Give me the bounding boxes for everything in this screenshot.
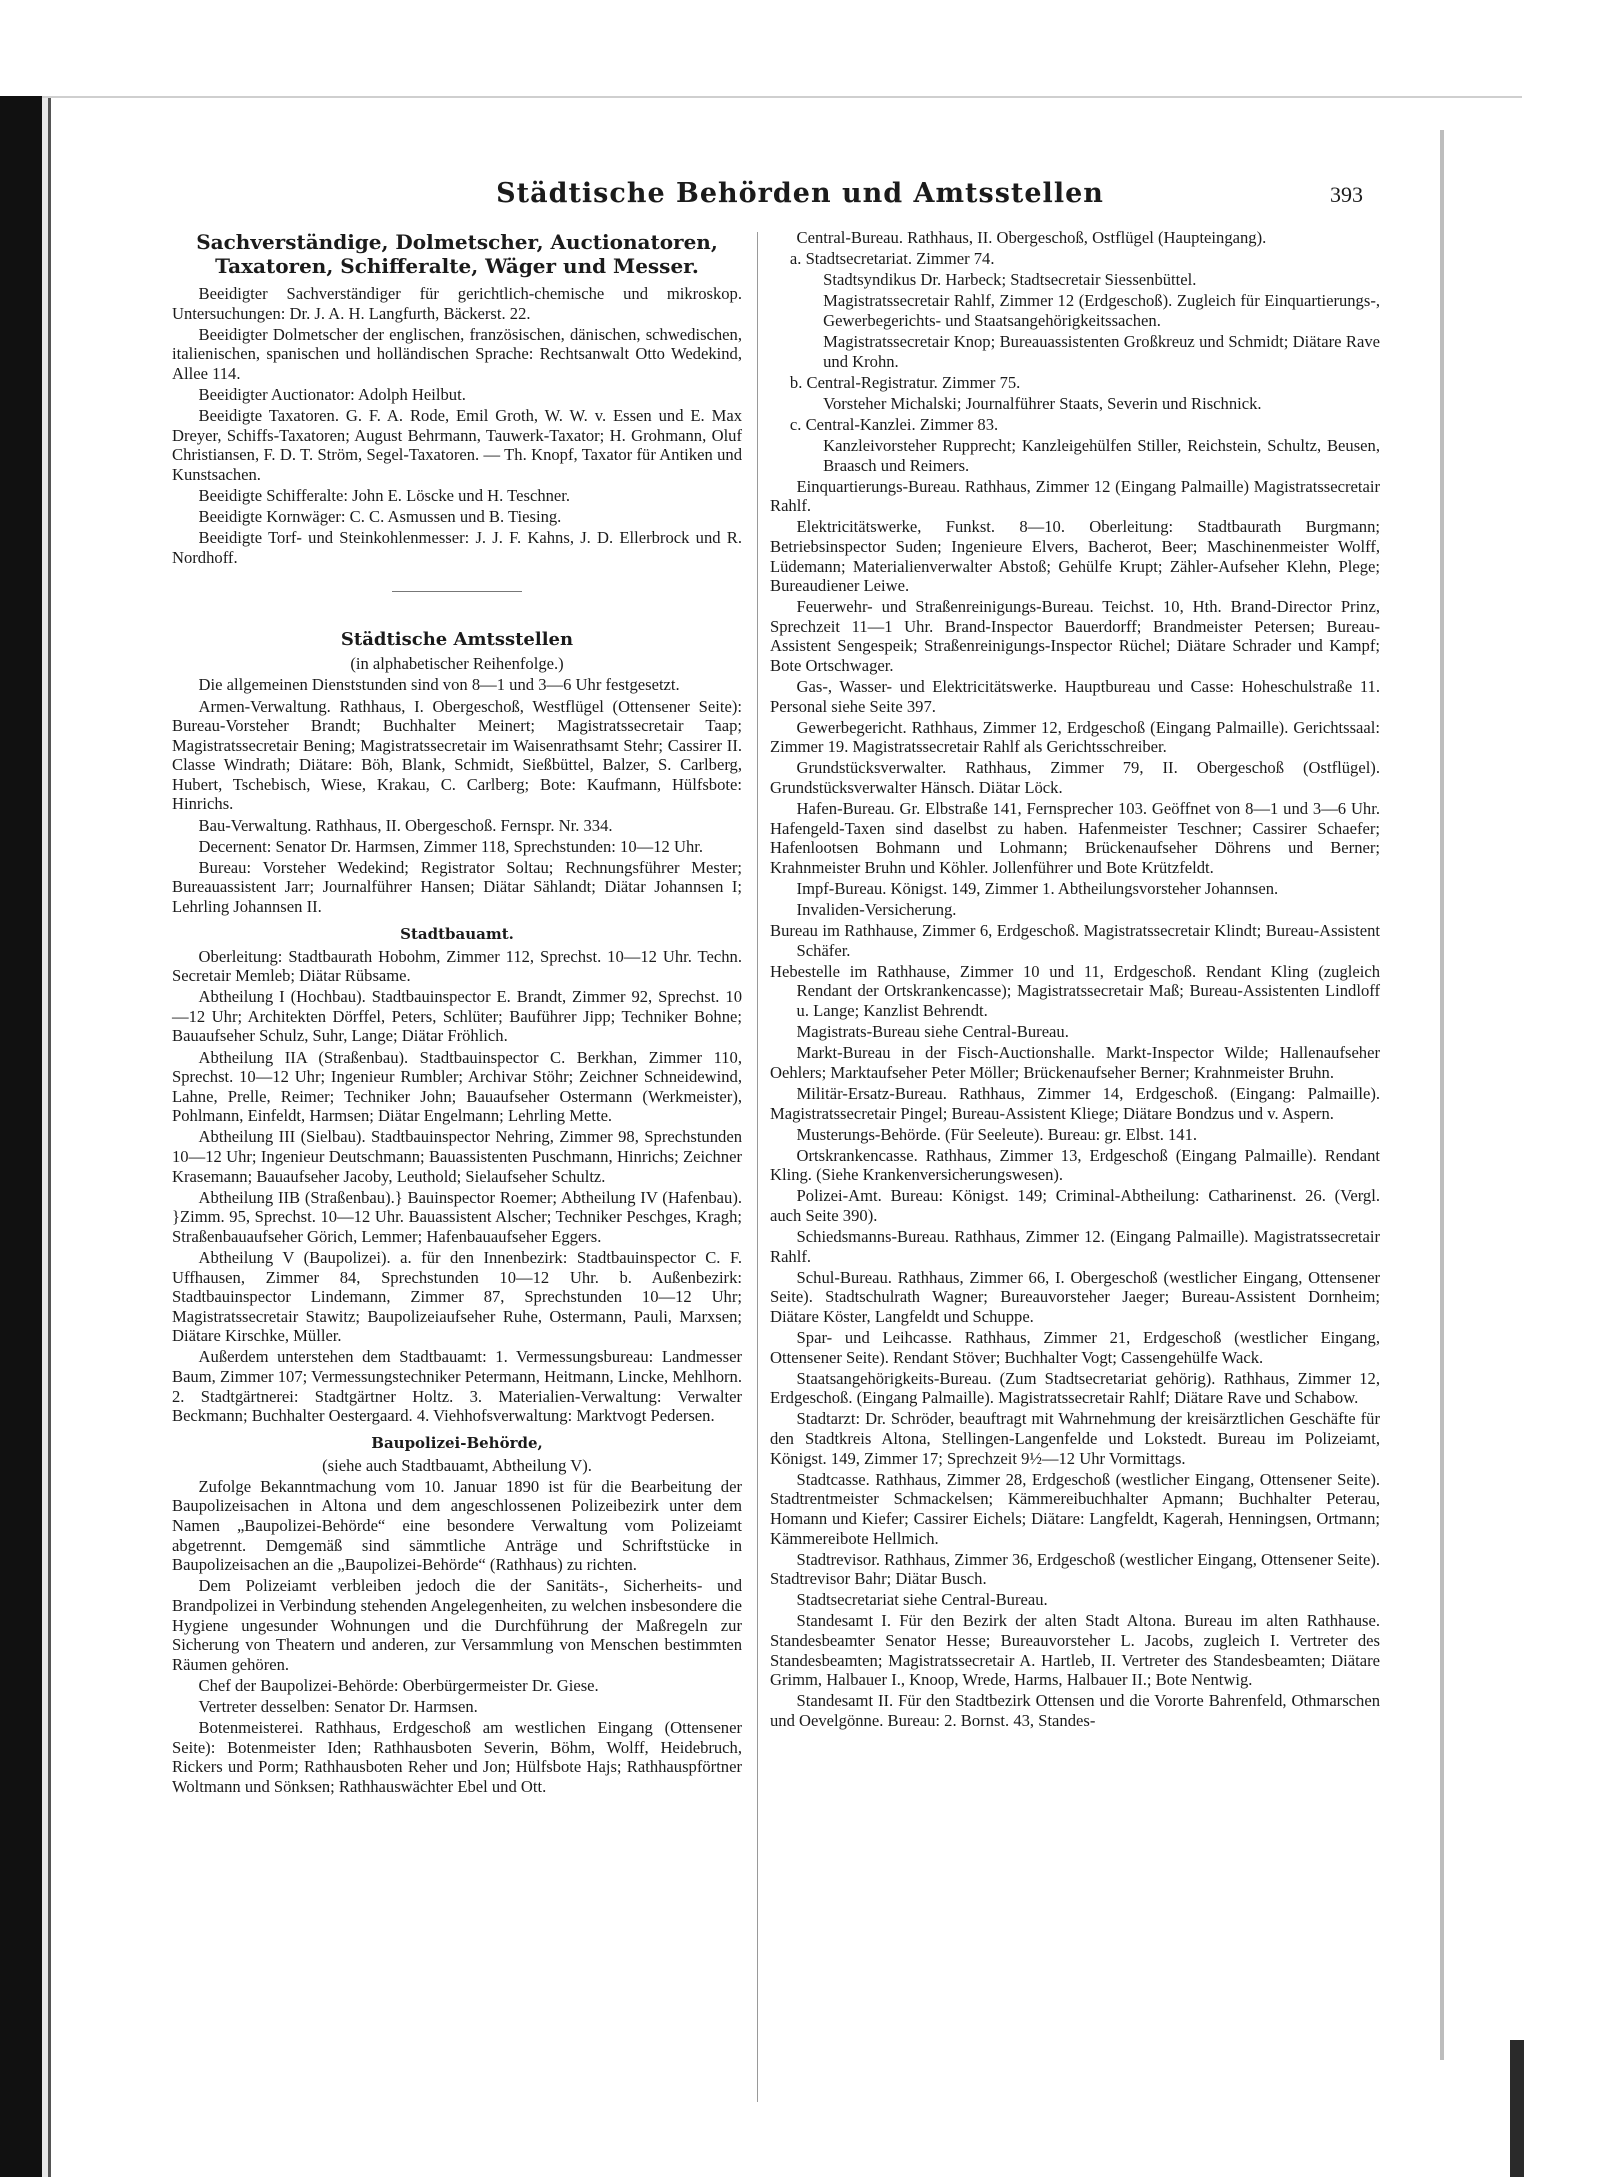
entry-schiedsmanns-bureau: Schiedsmanns-Bureau. Rathhaus, Zimmer 12. (Eingang Palmaille). Magistratssecretair Rahlf. xyxy=(770,1227,1380,1266)
entry-gas-wasser: Gas-, Wasser- und Elektricitätswerke. Hauptbureau und Casse: Hoheschulstraße 11. Personal siehe Seite 397. xyxy=(770,677,1380,716)
page-fold-shadow xyxy=(1440,130,1444,2060)
entry-central-registratur-1: Vorsteher Michalski; Journalführer Staats, Severin und Rischnick. xyxy=(823,393,1262,413)
entry-stadtarzt: Stadtarzt: Dr. Schröder, beauftragt mit Wahrnehmung der kreisärztlichen Geschäfte für den Stadtkreis Altona, Stellingen-Langenfelde und Lokstedt. Bureau im Polizeiamt, Königst. 149, Zimmer 17; Sprechzeit 9½—12 Uhr Vormittags. xyxy=(770,1409,1380,1468)
entry-sachverstaendiger: Beeidigter Sachverständiger für gerichtlich-chemische und mikroskop. Untersuchungen: Dr. J. A. H. Langfurth, Bäckerst. 22. xyxy=(172,284,742,323)
entry-stadtrevisor: Stadtrevisor. Rathhaus, Zimmer 36, Erdgeschoß (westlicher Eingang, Ottensener Seite). Stadtrevisor Bahr; Diätar Busch. xyxy=(770,1549,1380,1589)
entry-feuerwehr: Feuerwehr- und Straßenreinigungs-Bureau. Teichst. 10, Hth. Brand-Director Prinz, Sprechzeit 11—1 Uhr. Brand-Inspector Bauerdorff; Brandmeister Petersen; Bureau-Assistent Sengespeik; Straßenreinigungs-Inspector Rüchel; Diätare Schrader und Kampf; Bote Ortschwager. xyxy=(770,597,1380,675)
entry-hebestelle: Hebestelle im Rathhause, Zimmer 10 und 11, Erdgeschoß. Rendant Kling (zugleich Rendant der Ortskrankencasse); Magistratssecretair Maß; Bureau-Assistenten Lindloff u. Lange; Kanzlist Behrendt. xyxy=(770,961,1380,1021)
entry-decernent: Decernent: Senator Dr. Harmsen, Zimmer 118, Sprechstunden: 10—12 Uhr. xyxy=(198,836,704,856)
entry-hafen-bureau: Hafen-Bureau. Gr. Elbstraße 141, Fernsprecher 103. Geöffnet von 8—1 und 3—6 Uhr. Hafengeld-Taxen sind daselbst zu haben. Hafenmeister Teschner; Cassirer Schaefer; Hafenlootsen Bohmann und Lohmann; Brückenaufseher Döhrens und Berner; Krahnmeister Bruhn und Köhler. Jollenführer und Bote Krützfeldt. xyxy=(770,799,1380,877)
section-title-experts: Sachverständige, Dolmetscher, Auctionatoren, Taxatoren, Schifferalte, Wäger und Messer. xyxy=(196,230,718,278)
left-column xyxy=(172,228,742,1798)
scan-dark-border xyxy=(0,96,42,2177)
section-divider xyxy=(392,591,522,592)
right-column xyxy=(770,228,1380,1732)
entry-central-registratur: b. Central-Registratur. Zimmer 75. xyxy=(789,372,1021,392)
entry-impf-bureau: Impf-Bureau. Königst. 149, Zimmer 1. Abtheilungsvorsteher Johannsen. xyxy=(796,879,1279,898)
page-edge xyxy=(42,96,1522,98)
entry-dolmetscher: Beeidigter Dolmetscher der englischen, französischen, dänischen, schwedischen, italienischen, spanischen und holländischen Sprache: Rechtsanwalt Otto Wedekind, Allee 114. xyxy=(172,324,742,383)
entry-militaer-ersatz: Militär-Ersatz-Bureau. Rathhaus, Zimmer 14, Erdgeschoß. (Eingang: Palmaille). Magistratssecretair Pingel; Bureau-Assistent Kliege; Diätare Bondzus und v. Aspern. xyxy=(770,1083,1380,1123)
entry-central-kanzlei-1: Kanzleivorsteher Rupprecht; Kanzleigehülfen Stiller, Reichstein, Schultz, Beusen, Braasch und Reimers. xyxy=(823,435,1380,475)
entry-stadtsecretariat-3: Magistratssecretair Knop; Bureauassistenten Großkreuz und Schmidt; Diätare Rave und Krohn. xyxy=(823,331,1380,371)
entry-stadtsecretariat-ref: Stadtsecretariat siehe Central-Bureau. xyxy=(796,1590,1048,1610)
entry-ausserdem: Außerdem unterstehen dem Stadtbauamt: 1. Vermessungsbureau: Landmesser Baum, Zimmer 107; Vermessungstechniker Petermann, Heitmann, Lincke, Mehlhorn. 2. Stadtgärtnerei: Stadtgärtner Holtz. 3. Materialien-Verwaltung: Verwalter Beckmann; Buchhalter Oestergaard. 4. Viehhofsverwaltung: Marktvogt Pedersen. xyxy=(172,1347,742,1426)
page-number: 393 xyxy=(1330,182,1363,207)
entry-magistrats-bureau: Magistrats-Bureau siehe Central-Bureau. xyxy=(796,1022,1069,1042)
entry-invaliden-bureau: Bureau im Rathhause, Zimmer 6, Erdgeschoß. Magistratssecretair Klindt; Bureau-Assistent Schäfer. xyxy=(770,921,1380,960)
entry-ortskrankencasse: Ortskrankencasse. Rathhaus, Zimmer 13, Erdgeschoß (Eingang Palmaille). Rendant Kling. (Siehe Krankenversicherungswesen). xyxy=(770,1145,1380,1185)
entry-schul-bureau: Schul-Bureau. Rathhaus, Zimmer 66, I. Obergeschoß (westlicher Eingang, Ottensener Seite). Stadtschulrath Wagner; Bureauvorsteher Jaeger; Bureau-Assistent Dornheim; Diätare Köster, Langfeldt und Schuppe. xyxy=(770,1267,1380,1326)
scan-gutter-line xyxy=(48,96,51,2177)
entry-standesamt-1: Standesamt I. Für den Bezirk der alten Stadt Altona. Bureau im alten Rathhause. Standesbeamter Senator Hesse; Bureauvorsteher L. Jacobs, zugleich I. Vertreter des Standesbeamten; Magistratssecretair A. Hartleb, II. Vertreter des Standesbeamten; Diätare Grimm, Halbauer I., Knoop, Wrede, Harms, Halbauer II.; Bote Nentwig. xyxy=(770,1611,1380,1690)
entry-oberleitung: Oberleitung: Stadtbaurath Hobohm, Zimmer 112, Sprechst. 10—12 Uhr. Techn. Secretair Memleb; Diätar Rübsame. xyxy=(172,946,742,986)
entry-chef: Chef der Baupolizei-Behörde: Oberbürgermeister Dr. Giese. xyxy=(198,1675,599,1695)
entry-bau-verwaltung: Bau-Verwaltung. Rathhaus, II. Obergeschoß. Fernspr. Nr. 334. xyxy=(198,815,613,835)
entry-gewerbegericht: Gewerbegericht. Rathhaus, Zimmer 12, Erdgeschoß (Eingang Palmaille). Gerichtssaal: Zimmer 19. Magistratssecretair Rahlf als Gerichtsschreiber. xyxy=(770,717,1380,757)
entry-polizei-amt: Polizei-Amt. Bureau: Königst. 149; Criminal-Abtheilung: Catharinenst. 26. (Vergl. auch Seite 390). xyxy=(770,1186,1380,1225)
entry-botenmeisterei: Botenmeisterei. Rathhaus, Erdgeschoß am westlichen Eingang (Ottensener Seite): Botenmeister Iden; Rathhausboten Severin, Böhm, Wolff, Heidebruch, Rickers und Porm; Rathhausboten Reher und Jon; Hülfsbote Hajs; Rathhauspförtner Woltmann und Sönksen; Rathhauswächter Ebel und Ott. xyxy=(172,1718,742,1796)
entry-abtheilung-2a: Abtheilung IIA (Straßenbau). Stadtbauinspector C. Berkhan, Zimmer 110, Sprechst. 10—12 Uhr; Ingenieur Rumbler; Archivar Stöhr; Zeichner Schneidewind, Lahne, Prelle, Reimer; Techniker John; Bauaufseher Ostermann (Werkmeister), Pohlmann, Einfeldt, Harmsen; Diätar Engelmann; Lehrling Mette. xyxy=(172,1047,742,1126)
entry-einquartierung: Einquartierungs-Bureau. Rathhaus, Zimmer 12 (Eingang Palmaille) Magistratssecretair Rahlf. xyxy=(770,476,1380,516)
entry-stadtsecretariat: a. Stadtsecretariat. Zimmer 74. xyxy=(789,249,995,269)
subsection-baupolizei: Baupolizei-Behörde, xyxy=(371,1433,543,1452)
entry-taxatoren: Beeidigte Taxatoren. G. F. A. Rode, Emil Groth, W. W. v. Essen und E. Max Dreyer, Schiffs-Taxatoren; August Behrmann, Tauwerk-Taxator; H. Grohmann, Oluf Christiansen, F. D. T. Ström, Segel-Taxatoren. — Th. Knopf, Taxator für Antiken und Kunstsachen. xyxy=(172,406,742,484)
entry-kornwaeger: Beeidigte Kornwäger: C. C. Asmussen und B. Tiesing. xyxy=(198,507,562,527)
entry-zufolge: Zufolge Bekanntmachung vom 10. Januar 1890 ist für die Bearbeitung der Baupolizeisachen in Altona und dem angeschlossenen Polizeibezirk unter dem Namen „Baupolizei-Behörde“ eine besondere Verwaltung vom Polizeiamt abgetrennt. Demgemäß sind sämmtliche Anträge und Schriftstücke in Baupolizeisachen an die „Baupolizei-Behörde“ (Rathhaus) zu richten. xyxy=(172,1476,742,1575)
entry-staatsangehoerigkeits: Staatsangehörigkeits-Bureau. (Zum Stadtsecretariat gehörig). Rathhaus, Zimmer 12, Erdgeschoß. (Eingang Palmaille). Magistratssecretair Rahlf; Diätare Rave und Schabow. xyxy=(770,1368,1380,1408)
entry-central-bureau: Central-Bureau. Rathhaus, II. Obergeschoß, Ostflügel (Haupteingang). xyxy=(796,228,1267,247)
entry-elektricitaetswerke: Elektricitätswerke, Funkst. 8—10. Oberleitung: Stadtbaurath Burgmann; Betriebsinspector Suden; Ingenieure Elvers, Bacherot, Beer; Maschinenmeister Wolff, Lüdemann; Materialienverwalter Abstoß; Gehülfe Krupt; Zähler-Aufseher Klehn, Plege; Bureaudiener Leiwe. xyxy=(770,517,1380,596)
entry-central-kanzlei: c. Central-Kanzlei. Zimmer 83. xyxy=(789,414,999,434)
entry-stadtcasse: Stadtcasse. Rathhaus, Zimmer 28, Erdgeschoß (westlicher Eingang, Ottensener Seite). Stadtrentmeister Schmackelsen; Kämmereibuchhalter Apmann; Buchhalter Peterau, Homann und Kiefer; Cassirer Eichels; Diätare: Langfeldt, Kagerah, Henningsen, Ortmann; Kämmereibote Hellmich. xyxy=(770,1469,1380,1548)
section-subtitle: (in alphabetischer Reihenfolge.) xyxy=(350,654,564,674)
subsection-baupolizei-note: (siehe auch Stadtbauamt, Abtheilung V). xyxy=(322,1455,592,1475)
entry-abtheilung-3: Abtheilung III (Sielbau). Stadtbauinspector Nehring, Zimmer 98, Sprechstunden 10—12 Uhr; Ingenieur Deutschmann; Bauassistenten Puschmann, Hinrichs; Zeichner Krasemann; Bauaufseher Jacoby, Leuthold; Sielaufseher Schultz. xyxy=(172,1127,742,1186)
entry-polizeiamt: Dem Polizeiamt verbleiben jedoch die der Sanitäts-, Sicherheits- und Brandpolizei in Verbindung stehenden Angelegenheiten, zu welchen insbesondere die Hygiene ungesunder Wohnungen und die Durchführung der Maßregeln zur Sicherung von Theatern und anderen, zur Versammlung von Menschen bestimmten Räumen gehören. xyxy=(172,1576,742,1674)
entry-abtheilung-2b-4: Abtheilung IIB (Straßenbau).} Bauinspector Roemer; Abtheilung IV (Hafenbau). }Zimm. 95, Sprechst. 10—12 Uhr. Bauassistent Alscher; Techniker Peschges, Kragh; Straßenbauaufseher Görich, Lemmer; Hafenbauaufseher Eggers. xyxy=(172,1187,742,1246)
entry-abtheilung-5: Abtheilung V (Baupolizei). a. für den Innenbezirk: Stadtbauinspector C. F. Uffhausen, Zimmer 84, Sprechstunden 10—12 Uhr. b. Außenbezirk: Stadtbauinspector Lindemann, Zimmer 87, Sprechstunden 10—12 Uhr; Magistratssecretair Stawitz; Baupolizeiaufseher Ruhe, Ostermann, Pauli, Marxsen; Diätare Kirschke, Müller. xyxy=(172,1247,742,1346)
subsection-stadtbauamt: Stadtbauamt. xyxy=(400,924,514,943)
entry-vertreter: Vertreter desselben: Senator Dr. Harmsen. xyxy=(198,1696,478,1716)
entry-dienststunden: Die allgemeinen Dienststunden sind von 8—1 und 3—6 Uhr festgesetzt. xyxy=(198,675,680,695)
page-title: Städtische Behörden und Amtsstellen xyxy=(496,178,1104,209)
entry-bau-bureau: Bureau: Vorsteher Wedekind; Registrator Soltau; Rechnungsführer Mester; Bureauassistent Jarr; Journalführer Hansen; Diätar Sählandt; Diätar Johannsen I; Lehrling Johannsen II. xyxy=(172,857,742,916)
column-divider xyxy=(757,232,758,2102)
section-title-amtsstellen: Städtische Amtsstellen xyxy=(340,629,574,651)
entry-armen-verwaltung: Armen-Verwaltung. Rathhaus, I. Obergeschoß, Westflügel (Ottensener Seite): Bureau-Vorsteher Brandt; Buchhalter Meinert; Magistratssecretair Taap; Magistratssecretair Bening; Magistratssecretair im Waisenrathsamt Stehr; Cassirer II. Classe Windrath; Diätare: Böh, Blank, Schmidt, Sießbüttel, Balzer, S. Carlberg, Hubert, Tschebisch, Wiese, Krakau, C. Carlberg; Bote: Kaufmann, Hülfsbote: Hinrichs. xyxy=(172,696,742,814)
entry-standesamt-2: Standesamt II. Für den Stadtbezirk Ottensen und die Vororte Bahrenfeld, Othmarschen und Oevelgönne. Bureau: 2. Bornst. 43, Standes- xyxy=(770,1691,1380,1730)
entry-torfmesser: Beeidigte Torf- und Steinkohlenmesser: J. J. F. Kahns, J. D. Ellerbrock und R. Nordhoff. xyxy=(172,528,742,567)
entry-abtheilung-1: Abtheilung I (Hochbau). Stadtbauinspector E. Brandt, Zimmer 92, Sprechst. 10—12 Uhr; Architekten Dörffel, Peters, Schlüter; Bauführer Jipp; Techniker Bohne; Bauaufseher Schulz, Suhr, Lange; Diätar Fröhlich. xyxy=(172,987,742,1046)
entry-stadtsecretariat-2: Magistratssecretair Rahlf, Zimmer 12 (Erdgeschoß). Zugleich für Einquartierungs-, Gewerbegerichts- und Staatsangehörigkeitssachen. xyxy=(823,291,1380,330)
entry-stadtsecretariat-1: Stadtsyndikus Dr. Harbeck; Stadtsecretair Siessenbüttel. xyxy=(823,270,1197,290)
entry-invaliden-versicherung: Invaliden-Versicherung. xyxy=(796,900,957,920)
entry-markt-bureau: Markt-Bureau in der Fisch-Auctionshalle. Markt-Inspector Wilde; Hallenaufseher Oehlers; Marktaufseher Peter Möller; Brückenaufseher Berner; Krahnmeister Bruhn. xyxy=(770,1043,1380,1082)
entry-auctionator: Beeidigter Auctionator: Adolph Heilbut. xyxy=(198,384,466,404)
entry-spar-leihcasse: Spar- und Leihcasse. Rathhaus, Zimmer 21, Erdgeschoß (westlicher Eingang, Ottensener Seite). Rendant Stöver; Buchhalter Vogt; Cassengehülfe Wack. xyxy=(770,1328,1380,1367)
entry-grundstuecksverwalter: Grundstücksverwalter. Rathhaus, Zimmer 79, II. Obergeschoß (Ostflügel). Grundstücksverwalter Hänsch. Diätar Löck. xyxy=(770,758,1380,798)
entry-musterungs-behoerde: Musterungs-Behörde. (Für Seeleute). Bureau: gr. Elbst. 141. xyxy=(796,1124,1198,1144)
scan-corner-shadow xyxy=(1510,2040,1524,2177)
entry-schifferalte: Beeidigte Schifferalte: John E. Löscke und H. Teschner. xyxy=(198,485,571,505)
